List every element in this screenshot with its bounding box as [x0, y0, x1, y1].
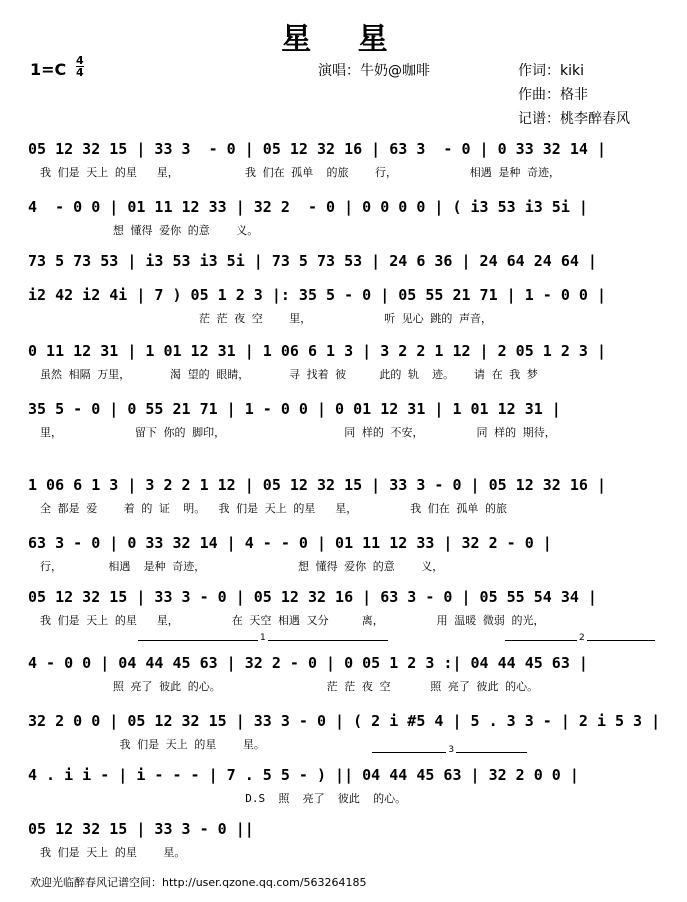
lyric-line: 全 都是 爱 着 的 证 明。 我 们是 天上 的星 星， 我 们在 孤单 的旅	[40, 502, 508, 515]
lyric-line: 里， 留下 你的 脚印， 同 样的 不安， 同 样的 期待，	[40, 426, 556, 439]
lyric-line: 我 们是 天上 的星 星。	[40, 846, 186, 859]
notation-line: 35 5 - 0 | 0 55 21 71 | 1 - 0 0 | 0 01 12 31 | 1 01 12 31 |	[28, 400, 561, 418]
notation-line: 05 12 32 15 | 33 3 - 0 ||	[28, 820, 254, 838]
lyric-line: 我 们是 天上 的星 星， 在 天空 相遇 又分 离， 用 温暖 微弱 的光，	[40, 614, 545, 627]
notation-line: 05 12 32 15 | 33 3 - 0 | 05 12 32 16 | 63 3 - 0 | 05 55 54 34 |	[28, 588, 597, 606]
notation-line: 63 3 - 0 | 0 33 32 14 | 4 - - 0 | 01 11 12 33 | 32 2 - 0 |	[28, 534, 552, 552]
lyric-line: 虽然 相隔 万里， 渴 望的 眼睛， 寻 找着 彼 此的 轨 迹。 请 在 我 梦	[40, 368, 538, 381]
key-signature: 1=C	[30, 60, 67, 79]
volta-1: 1	[138, 640, 388, 647]
lyric-line: 行， 相遇 是种 奇迹， 想 懂得 爱你 的意 义，	[40, 560, 444, 573]
lyric-line: 我 们是 天上 的星 星， 我 们在 孤单 的旅 行， 相遇 是种 奇迹，	[40, 166, 561, 179]
lyricist: 作词：kiki	[518, 63, 584, 79]
composer: 作曲：格非	[518, 87, 588, 103]
notation-line: 1 06 6 1 3 | 3 2 2 1 12 | 05 12 32 15 | 33 3 - 0 | 05 12 32 16 |	[28, 476, 606, 494]
notation-line: 4 . i i - | i - - - | 7 . 5 5 - ) || 04 44 45 63 | 32 2 0 0 |	[28, 766, 579, 784]
lyric-line: 照 亮了 彼此 的心。 茫 茫 夜 空 照 亮了 彼此 的心。	[40, 680, 539, 693]
lyric-line: D.S 照 亮了 彼此 的心。	[40, 792, 407, 805]
time-signature	[76, 55, 84, 78]
notation-line: 32 2 0 0 | 05 12 32 15 | 33 3 - 0 | ( 2 i #5 4 | 5 . 3 3 - | 2 i 5 3 |	[28, 712, 661, 730]
singer: 演唱：牛奶@咖啡	[318, 63, 430, 79]
notation-line: 0 11 12 31 | 1 01 12 31 | 1 06 6 1 3 | 3 2 2 1 12 | 2 05 1 2 3 |	[28, 342, 606, 360]
volta-3: 3	[372, 752, 527, 759]
lyric-line: 茫 茫 夜 空 里， 听 见心 跳的 声音，	[40, 312, 493, 325]
notation-line: 73 5 73 53 | i3 53 i3 5i | 73 5 73 53 | 24 6 36 | 24 64 24 64 |	[28, 252, 597, 270]
lyric-line: 我 们是 天上 的星 星。	[40, 738, 265, 751]
notation-line: 05 12 32 15 | 33 3 - 0 | 05 12 32 16 | 63 3 - 0 | 0 33 32 14 |	[28, 140, 606, 158]
transcriber: 记谱：桃李醉春风	[518, 111, 630, 127]
meter-top: 4	[76, 54, 84, 67]
volta-2: 2	[505, 640, 655, 647]
footer-note: 欢迎光临醉春风记谱空间：http://user.qzone.qq.com/563264185	[30, 876, 367, 889]
notation-line: i2 42 i2 4i | 7 ) 05 1 2 3 |: 35 5 - 0 | 05 55 21 71 | 1 - 0 0 |	[28, 286, 606, 304]
lyric-line: 想 懂得 爱你 的意 义。	[40, 224, 259, 237]
meter-bottom: 4	[76, 66, 84, 79]
notation-line: 4 - 0 0 | 01 11 12 33 | 32 2 - 0 | 0 0 0 0 | ( i3 53 i3 5i |	[28, 198, 588, 216]
notation-line: 4 - 0 0 | 04 44 45 63 | 32 2 - 0 | 0 05 1 2 3 :| 04 44 45 63 |	[28, 654, 588, 672]
song-title: 星 星	[281, 22, 406, 57]
